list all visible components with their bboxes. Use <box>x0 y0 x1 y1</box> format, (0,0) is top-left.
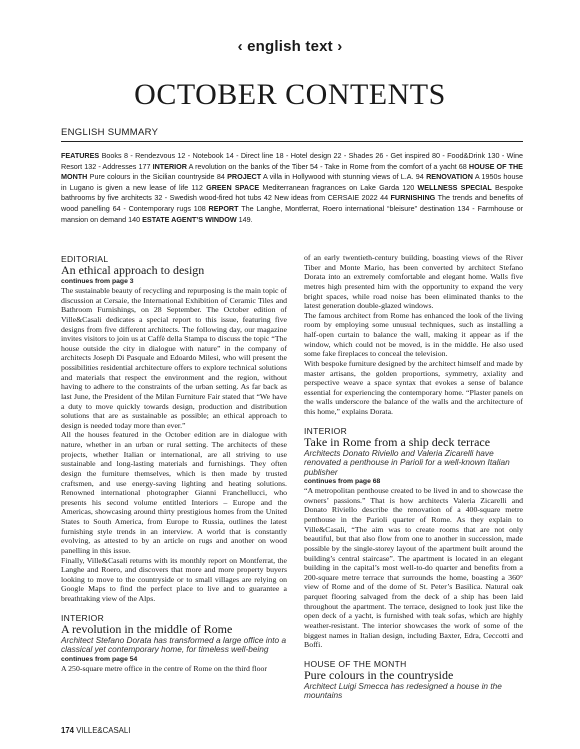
continues-note: continues from page 54 <box>61 655 138 663</box>
summary-label: FEATURES <box>61 151 100 160</box>
section-label: INTERIOR <box>61 612 105 623</box>
summary-label: PROJECT <box>227 172 262 182</box>
article-paragraph: The sustainable beauty of recycling and repurposing is the main topic of discussion at Cersaie, the International Exhibition of Ceramic Tiles and Bathroom Furnishings, on 28 September. The October edition of Ville&Casali dedicates a special report to this issue, featuring five designs from five different architects. The following day, our magazine invites visitors to join us at Caffè della Stampa to discuss the topic “The house outside the city in dialogue with nature” in the company of architects Joseph Di Pasquale and Edoardo Milesi, who will present the possibilities residential architecture offers to explore technical solutions and materials that respect the environment and the region, without having to adhere to the constraints of the urban setting. As far back as last June, the President of the Milan Furniture Fair stated that “We have a duty to move quickly towards design, production and distribution solutions that are as sustainable as possible; an ethical approach to design is needed today more than ever.” <box>61 286 287 430</box>
continues-note: continues from page 3 <box>61 278 134 285</box>
article-title: Take in Rome from a ship deck terrace <box>304 434 491 449</box>
summary-entry: Bespoke bathrooms by five architects 32 - Swedish wood-fired hot tubs 42 New ideas from CERSAIE 2022 44 <box>61 182 523 203</box>
section-label: HOUSE OF THE MONTH <box>304 658 407 669</box>
continues-note: continues from page 68 <box>304 478 381 486</box>
article-paragraph: The famous architect from Rome has enhanced the look of the living room by employing some unusual techniques, such as installing a half-open curtain to balance the wall, making it appear as if the window, which could not be moved, is in the middle. He also used some fake fireplaces to conceal the television. <box>304 310 523 359</box>
summary-label: INTERIOR <box>152 161 187 171</box>
article-title: A revolution in the middle of Rome <box>61 621 233 636</box>
summary-label: GREEN SPACE <box>206 182 260 192</box>
summary-entry: 149. <box>238 214 253 224</box>
section-label: EDITORIAL <box>61 254 109 264</box>
summary-heading: ENGLISH SUMMARY <box>61 127 159 138</box>
summary-entry: The Langhe, Montferrat, Roero international “bleisure” destination 134 - Farmhouse or mansion on demand 140 <box>61 203 523 224</box>
summary-entry: Mediterranean fragrances on Lake Garda 120 <box>262 182 415 192</box>
article-paragraph: All the houses featured in the October edition are in dialogue with nature, whether in an urban or rural setting. The architects of these projects, whether Italian or international, are all striving to use sustainable and long-lasting materials and furnishings. They often design the furniture themselves, which is then made by trusted craftsmen, and use energy-saving lighting and heating solutions. Renowned international photographer Gianni Franchellucci, who presents his second volume entitled Interiors – Europe and the Americas, showcasing around thirty prestigious homes from the United States to South America, from Europe to Russia, outlines the latest furnishing style trends in an interview. A world that is constantly evolving, as attested to by an article on rugs and another on wood panelling in this issue. <box>61 430 287 555</box>
article-subtitle: Architect Stefano Dorata has transformed a large office into a classical yet contemporary home, for timeless well-being <box>61 634 287 655</box>
section-kicker: ‹ english text › <box>237 38 343 55</box>
page-title: OCTOBER CONTENTS <box>134 78 446 111</box>
summary-entry: Pure colours in the Sicilian countryside 84 <box>89 172 225 182</box>
article-title: Pure colours in the countryside <box>304 667 454 682</box>
summary-label: HOUSE OF THE MONTH <box>61 161 523 182</box>
summary-label: ESTATE AGENT’S WINDOW <box>142 214 237 224</box>
publication-name: VILLE&CASALI <box>76 726 131 735</box>
section-label: INTERIOR <box>304 425 348 436</box>
article-paragraph: “A metropolitan penthouse created to be lived in and to showcase the owners’ passions.” That is how architects Valeria Zicarelli and Donato Riviello describe the renovation of a 400-square metre penthouse in the Parioli quarter of Rome. As they explain to Ville&Casali, “The aim was to create rooms that are not only beautiful, but that also flow from one to another in succession, made possible by the single-storey layout of the apartment built around the building’s central staircase”. The apartment is located in an elegant building in the capital’s most well-to-do quarter and benefits from a 200-square metre terrace that surrounds the home, boasting a 360° view of Rome and of the dome of St. Peter’s Basilica. Natural oak parquet flooring salvaged from the deck of a ship has been laid throughout the apartment. The terrace, designed to look just like the open deck of a yacht, is furnished with teak sofas, which are highly weather-resistant. The interior showcases the work of some of the biggest names in Italian design, including Baxter, Edra, Ceccotti and Boffi. <box>304 486 523 650</box>
summary-divider <box>61 141 523 142</box>
summary-label: REPORT <box>208 203 239 213</box>
article-paragraph: Finally, Ville&Casali returns with its monthly report on Montferrat, the Langhe and Roero, and discovers that more and more property buyers looking to move to the countryside or to small villages are relying on Google Maps to find the perfect place to live and to guarantee a breathtaking view of the Alps. <box>61 555 287 603</box>
left-column <box>61 254 287 673</box>
summary-entry: A villa in Hollywood with stunning views of L.A. 94 <box>262 172 424 182</box>
page-footer <box>61 726 130 735</box>
article-paragraph: A 250-square metre office in the centre of Rome on the third floor <box>61 663 267 673</box>
summary-label: FURNISHING <box>390 193 436 203</box>
article-subtitle: Architects Donato Riviello and Valeria Zicarelli have renovated a penthouse in Parioli for a well-known Italian publisher <box>304 447 510 477</box>
page-number: 174 <box>61 726 75 735</box>
article-paragraph: of an early twentieth-century building, boasting views of the River Tiber and Monte Mario, has been converted by architect Stefano Dorata into an extremely comfortable and elegant home. Walls five metres high presented him with the opportunity to expand the very bright spaces, while road noise has been eliminated thanks to the latest generation double-glazed windows. <box>304 253 523 311</box>
summary-text <box>61 151 523 225</box>
summary-label: WELLNESS SPECIAL <box>417 182 492 192</box>
summary-entry: The trends and benefits of wood panelling 64 - Contemporary rugs 108 <box>61 193 524 213</box>
summary-entry: A 1950s house in Lugano is given a new lease of life 112 <box>61 172 523 192</box>
article-paragraph: With bespoke furniture designed by the architect himself and made by master artisans, the golden proportions, symmetry, axiality and perspective weave a space syntax that evokes a sense of balance essential for experiencing the contemporary home. “Plaster panels on the walls underscore the balance of the walls and the architecture of this home,” explains Dorata. <box>304 358 523 416</box>
article-subtitle: Architect Luigi Smecca has redesigned a house in the mountains <box>304 680 502 701</box>
summary-label: RENOVATION <box>426 172 473 182</box>
summary-entry: Books 8 - Rendezvous 12 - Notebook 14 - Direct line 18 - Hotel design 22 - Shades 26 - Get inspired 80 - Food&Drink 130 - Wine Resort 132 - Addresses 177 <box>61 151 523 171</box>
right-column <box>304 253 523 701</box>
summary-entry: A revolution on the banks of the Tiber 54 - Take in Rome from the comfort of a yacht 68 <box>188 161 467 171</box>
article-title: An ethical approach to design <box>61 263 205 277</box>
